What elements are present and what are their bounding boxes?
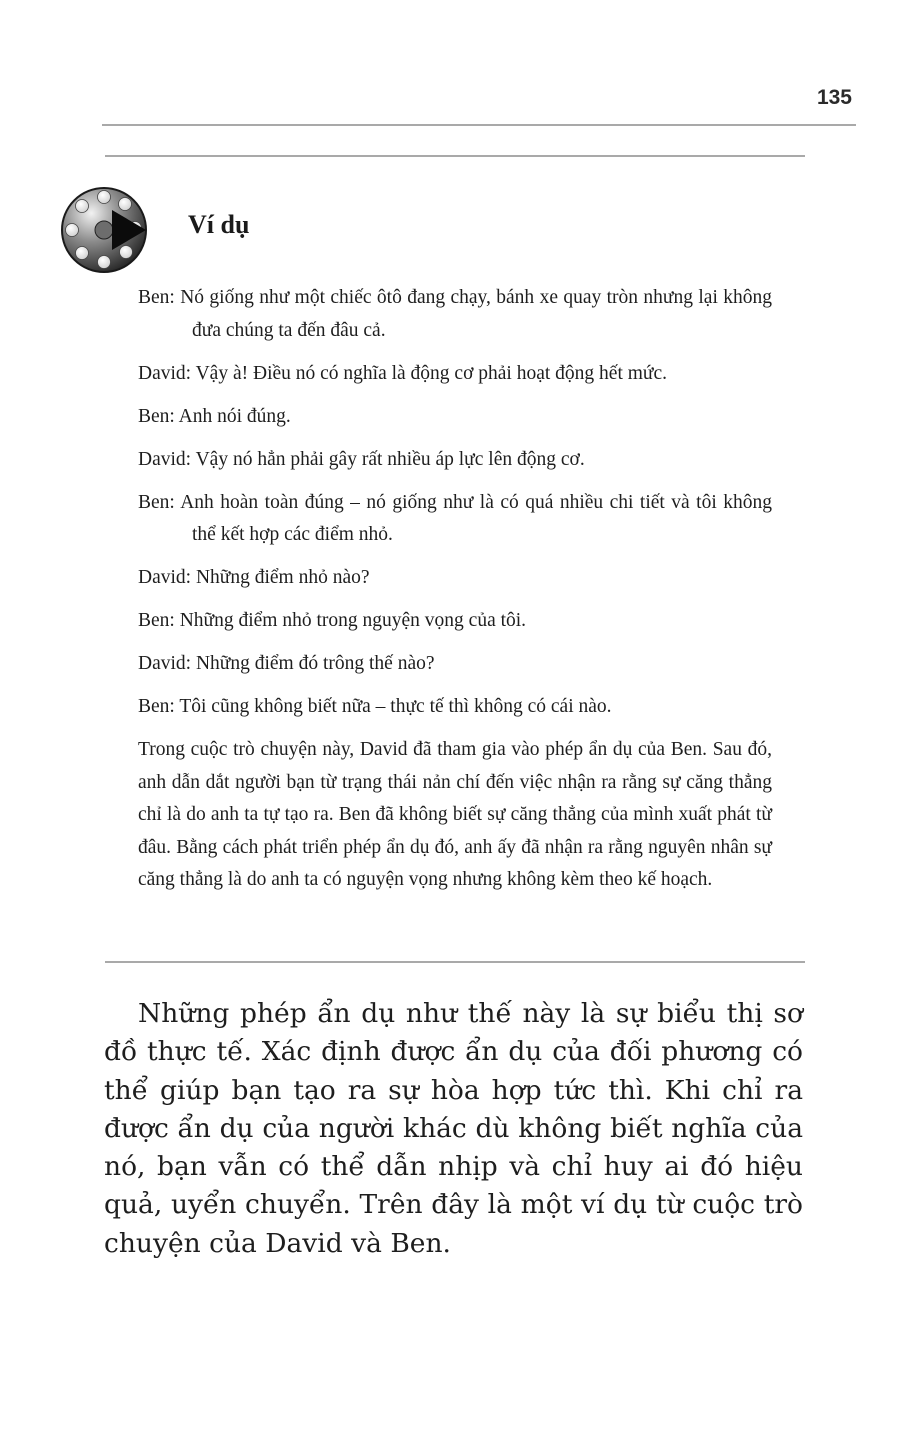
example-box-top-rule (105, 155, 805, 157)
dialogue-line: Ben: Anh nói đúng. (138, 405, 291, 427)
dialogue-line: Ben: Anh hoàn toàn đúng – nó giống như là có quá nhiều chi tiết và tôi không thể kết hợp các điểm nhỏ. (138, 491, 772, 545)
body-paragraph: Những phép ẩn dụ như thế này là sự biểu thị sơ đồ thực tế. Xác định được ẩn dụ của đối phương có thể giúp bạn tạo ra sự hòa hợp tức thì. Khi chỉ ra được ẩn dụ của người khác dù không biết nghĩa của nó, bạn vẫn có thể dẫn nhịp và chỉ huy ai đó hiệu quả, uyển chuyển. Trên đây là một ví dụ từ cuộc trò chuyện của David và Ben. (104, 998, 803, 1259)
example-heading: Ví dụ (188, 210, 250, 239)
page-number: 135 (816, 86, 852, 109)
dialogue-line: Ben: Tôi cũng không biết nữa – thực tế thì không có cái nào. (138, 696, 612, 717)
header-rule (102, 124, 856, 126)
dialogue-line: David: Những điểm đó trông thế nào? (138, 653, 435, 674)
film-reel-play-icon (60, 186, 148, 274)
dialogue-line: David: Những điểm nhỏ nào? (138, 567, 370, 588)
dialogue-line: Ben: Nó giống như một chiếc ôtô đang chạy, bánh xe quay tròn nhưng lại không đưa chúng ta đến đâu cả. (138, 287, 772, 341)
dialogue-line: David: Vậy à! Điều nó có nghĩa là động cơ phải hoạt động hết mức. (138, 362, 668, 384)
example-box-bottom-rule (105, 961, 805, 963)
example-summary: Trong cuộc trò chuyện này, David đã tham gia vào phép ẩn dụ của Ben. Sau đó, anh dẫn dắt người bạn từ trạng thái nản chí đến việc nhận ra rằng sự căng thẳng chỉ là do anh ta tự tạo ra. Ben đã không biết sự căng thẳng của mình xuất phát từ đâu. Bằng cách phát triển phép ẩn dụ đó, anh ấy đã nhận ra rằng nguyên nhân sự căng thẳng là do anh ta có nguyện vọng nhưng không kèm theo kế hoạch. (138, 739, 772, 890)
dialogue-line: Ben: Những điểm nhỏ trong nguyện vọng của tôi. (138, 610, 527, 631)
dialogue-line: David: Vậy nó hẳn phải gây rất nhiều áp lực lên động cơ. (138, 448, 585, 470)
example-dialogue (138, 282, 772, 897)
